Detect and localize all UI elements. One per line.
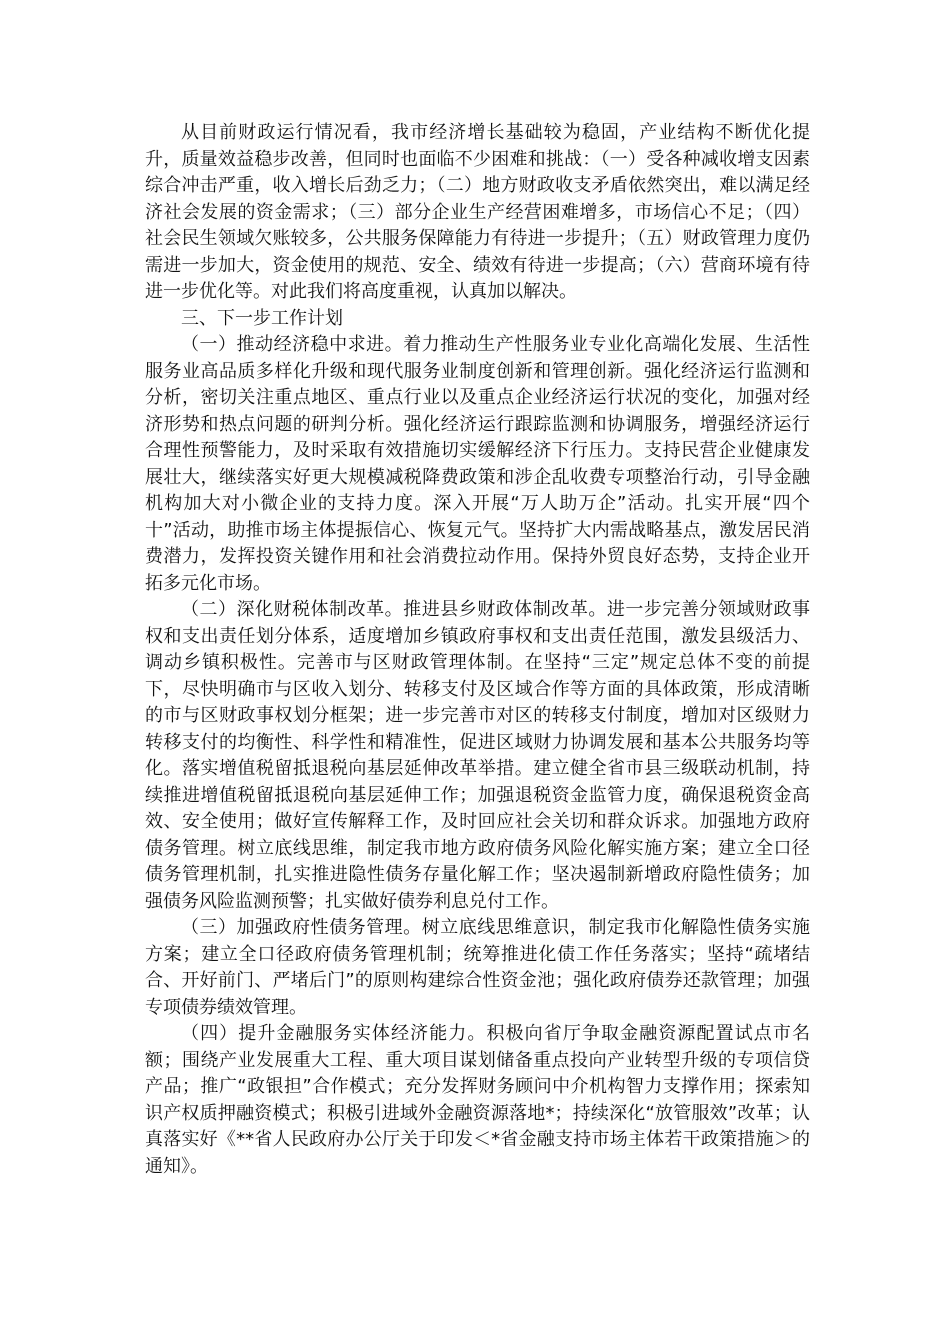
section-heading-next-steps: 三、下一步工作计划 bbox=[181, 307, 343, 329]
paragraph-plan-1-economy: （一）推动经济稳中求进。着力推动生产性服务业专业化高端化发展、生活性服务业高品质多样化升级和现代服务业制度创新和管理创新。强化经济运行监测和分析，密切关注重点地区、重点行业以及重点企业经济运行状况的变化，加强对经济形势和热点问题的研判分析。强化经济运行跟踪监测和协调服务，增强经济运行合理性预警能力，及时采取有效措施切实缓解经济下行压力。支持民营企业健康发展壮大，继续落实好更大规模减税降费政策和涉企乱收费专项整治行动，引导金融机构加大对小微企业的支持力度。深入开展“万人助万企”活动。扎实开展“四个十”活动，助推市场主体提振信心、恢复元气。坚持扩大内需战略基点，激发居民消费潜力，发挥投资关键作用和社会消费拉动作用。保持外贸良好态势，支持企业开拓多元化市场。 bbox=[145, 334, 810, 594]
paragraph-plan-2-tax-reform: （二）深化财税体制改革。推进县乡财政体制改革。进一步完善分领域财政事权和支出责任划分体系，适度增加乡镇政府事权和支出责任范围，激发县级活力、调动乡镇积极性。完善市与区财政管理体制。在坚持“三定”规定总体不变的前提下，尽快明确市与区收入划分、转移支付及区域合作等方面的具体政策，形成清晰的市与区财政事权划分框架；进一步完善市对区的转移支付制度，增加对区级财力转移支付的均衡性、科学性和精准性，促进区域财力协调发展和基本公共服务均等化。落实增值税留抵退税向基层延伸改革举措。建立健全省市县三级联动机制，持续推进增值税留抵退税向基层延伸工作；加强退税资金监管力度，确保退税资金高效、安全使用；做好宣传解释工作，及时回应社会关切和群众诉求。加强地方政府债务管理。树立底线思维，制定我市地方政府债务风险化解实施方案；建立全口径债务管理机制，扎实推进隐性债务存量化解工作；坚决遏制新增政府隐性债务；加强债务风险监测预警；扎实做好债券利息兑付工作。 bbox=[145, 599, 810, 912]
paragraph-plan-3-debt: （三）加强政府性债务管理。树立底线思维意识，制定我市化解隐性债务实施方案；建立全口径政府债务管理机制；统筹推进化债工作任务落实；坚持“疏堵结合、开好前门、严堵后门”的原则构建综合性资金池；强化政府债券还款管理；加强专项债券绩效管理。 bbox=[145, 917, 810, 1018]
paragraph-challenges: 从目前财政运行情况看，我市经济增长基础较为稳固，产业结构不断优化提升，质量效益稳步改善，但同时也面临不少困难和挑战：（一）受各种减收增支因素综合冲击严重，收入增长后劲乏力；（二）地方财政收支矛盾依然突出，难以满足经济社会发展的资金需求；（三）部分企业生产经营困难增多，市场信心不足；（四）社会民生领域欠账较多，公共服务保障能力有待进一步提升；（五）财政管理力度仍需进一步加大，资金使用的规范、安全、绩效有待进一步提高；（六）营商环境有待进一步优化等。对此我们将高度重视，认真加以解决。 bbox=[145, 122, 810, 302]
paragraph-plan-4-finance: （四）提升金融服务实体经济能力。积极向省厅争取金融资源配置试点市名额；围绕产业发展重大工程、重大项目谋划储备重点投向产业转型升级的专项信贷产品；推广“政银担”合作模式；充分发挥财务顾问中介机构智力支撑作用；探索知识产权质押融资模式；积极引进域外金融资源落地*；持续深化“放管服效”改革；认真落实好《**省人民政府办公厅关于印发＜*省金融支持市场主体若干政策措施＞的通知》。 bbox=[145, 1023, 810, 1177]
document-body bbox=[145, 120, 810, 1180]
